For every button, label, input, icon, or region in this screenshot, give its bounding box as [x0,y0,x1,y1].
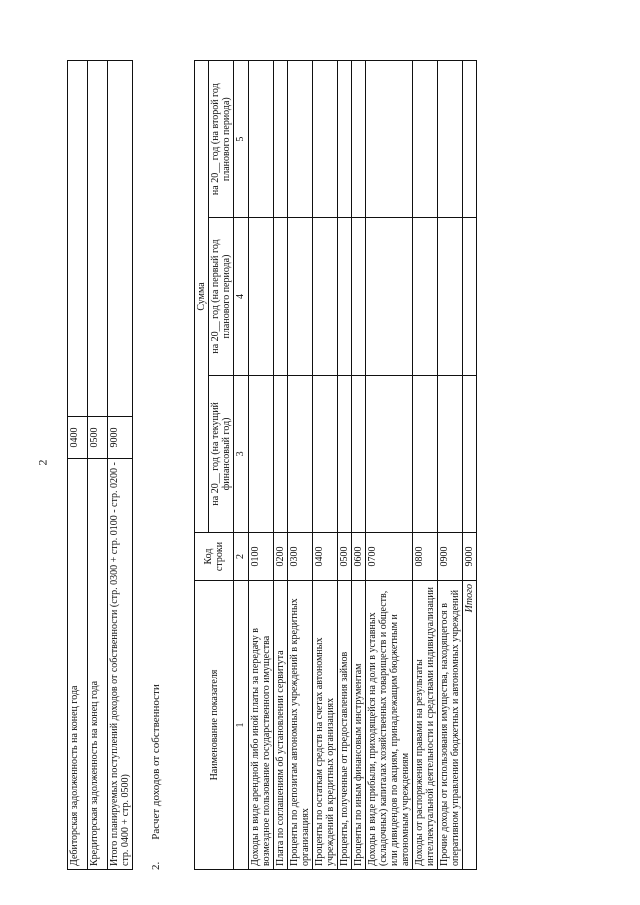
table-row [288,61,313,870]
value-cell [338,218,352,375]
total-code: 9000 [463,533,477,581]
index-cell: 5 [234,61,249,218]
total-label: Итого [463,581,477,870]
value-cell [274,218,288,375]
value-cell [274,375,288,532]
value-cell [352,61,366,218]
value-cell [338,61,352,218]
header-row [195,61,209,870]
value-cell [108,61,133,417]
index-cell: 3 [234,375,249,532]
value-cell [413,375,438,532]
table-row [413,61,438,870]
value-cell [288,61,313,218]
section-heading [150,450,162,870]
value-cell [313,61,338,218]
value-cell [438,218,463,375]
value-cell [274,61,288,218]
row-label: Доходы в виде арендной либо иной платы за передачу в возмездное пользование государственного имущества [249,581,274,870]
table-row [108,61,133,870]
value-cell [352,218,366,375]
row-code: 0800 [413,533,438,581]
row-label: Кредиторская задолженность на конец года [88,459,108,870]
value-cell [249,61,274,218]
value-cell [413,218,438,375]
value-cell [288,375,313,532]
value-cell [366,218,413,375]
row-label: Итого планируемых поступлений доходов от собственности (стр. 0300 + стр. 0100 - стр. 0200 - стр. 0400 + стр. 0500) [108,459,133,870]
value-cell [313,375,338,532]
header-col3: на 20__ год (на текущий финансовый год) [209,375,234,532]
value-cell [463,375,477,532]
value-cell [288,218,313,375]
row-code: 0700 [366,533,413,581]
row-code: 9000 [108,417,133,459]
table-row [68,61,88,870]
table-row [352,61,366,870]
value-cell [88,61,108,417]
index-cell: 1 [234,581,249,870]
table-row [438,61,463,870]
total-row [463,61,477,870]
value-cell [338,375,352,532]
row-code: 0100 [249,533,274,581]
row-code: 0300 [288,533,313,581]
row-code: 0400 [313,533,338,581]
index-cell: 2 [234,533,249,581]
table-row [274,61,288,870]
row-label: Доходы от распоряжения правами на результаты интеллектуальной деятельности и средствами индивидуализации [413,581,438,870]
row-label: Проценты по депозитам автономных учреждений в кредитных организациях [288,581,313,870]
value-cell [366,61,413,218]
section-number: 2. [150,861,162,870]
receivables-summary-table [67,60,133,870]
header-sum: Сумма [195,61,209,533]
row-label: Прочие доходы от использования имущества, находящегося в оперативном управлении бюджетных и автономных учреждений [438,581,463,870]
table-row [366,61,413,870]
row-label: Плата по соглашениям об установлении сервитута [274,581,288,870]
row-code: 0400 [68,417,88,459]
value-cell [438,61,463,218]
value-cell [463,218,477,375]
value-cell [352,375,366,532]
row-code: 0900 [438,533,463,581]
header-col4: на 20__ год (на первый год планового периода) [209,218,234,375]
row-code: 0600 [352,533,366,581]
table-row [249,61,274,870]
header-col5: на 20__ год (на второй год планового периода) [209,61,234,218]
page-number: 2 [35,459,50,466]
row-label: Дебиторская задолженность на конец года [68,459,88,870]
value-cell [68,61,88,417]
index-row [234,61,249,870]
value-cell [438,375,463,532]
value-cell [413,61,438,218]
property-income-table [194,60,477,870]
row-code: 0200 [274,533,288,581]
row-label: Проценты по иным финансовым инструментам [352,581,366,870]
row-label: Проценты, полученные от предоставления займов [338,581,352,870]
value-cell [249,218,274,375]
section-title: Расчет доходов от собственности [150,684,162,840]
header-name: Наименование показателя [195,581,234,870]
table-row [338,61,352,870]
value-cell [463,61,477,218]
row-code: 0500 [88,417,108,459]
value-cell [313,218,338,375]
header-code: Код строки [195,533,234,581]
value-cell [249,375,274,532]
row-code: 0500 [338,533,352,581]
row-label: Доходы в виде прибыли, приходящейся на доли в уставных (складочных) капиталах хозяйственных товариществ и обществ, или дивидендов по акциям, принадлежащим бюджетным и автономным учреждениям [366,581,413,870]
value-cell [366,375,413,532]
table-row [313,61,338,870]
row-label: Проценты по остаткам средств на счетах автономных учреждений в кредитных организациях [313,581,338,870]
index-cell: 4 [234,218,249,375]
table-row [88,61,108,870]
